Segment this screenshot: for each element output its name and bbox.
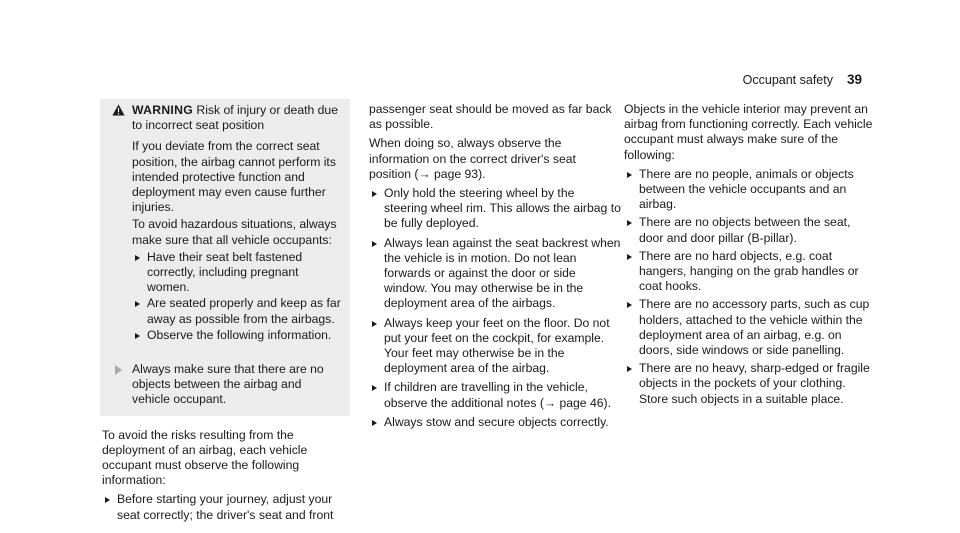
continuation-paragraph: passenger seat should be moved as far back as possible. (369, 102, 612, 132)
list-item: Before starting your journey, adjust your seat correctly; the driver's seat and front (102, 492, 350, 522)
warning-box (100, 99, 350, 416)
list-item: Have their seat belt fastened correctly, including pregnant women. (132, 250, 342, 296)
section-title: Occupant safety (742, 73, 833, 87)
list-item: There are no hard objects, e.g. coat hangers, hanging on the grab handles or coat hooks. (624, 249, 874, 295)
warning-action (108, 362, 342, 408)
list-item: Are seated properly and keep as far away as possible from the airbags. (132, 296, 342, 326)
column-2 (369, 102, 621, 434)
list-item: There are no objects between the seat, door and door pillar (B-pillar). (624, 215, 874, 245)
column-3 (624, 102, 874, 410)
warning-header (108, 103, 342, 133)
warning-headline: Risk of injury or death due to incorrect seat position (132, 103, 338, 133)
action-arrow-icon (115, 365, 122, 375)
objects-intro: Objects in the vehicle interior may prevent an airbag from functioning correctly. Each vehicle occupant must always make sure of the following: (624, 102, 873, 162)
warning-para-1: If you deviate from the correct seat position, the airbag cannot perform its intended protective function and deployment may even cause further injuries. (132, 139, 336, 215)
list-item: Observe the following information. (132, 328, 342, 343)
page-header (743, 72, 862, 87)
action-text: Always make sure that there are no objects between the airbag and vehicle occupant. (132, 362, 324, 407)
warning-triangle-icon (112, 103, 132, 120)
warning-list (132, 250, 342, 343)
list-item: Always stow and secure objects correctly. (369, 415, 621, 430)
list-item: There are no accessory parts, such as cup holders, attached to the vehicle within the deployment area of an airbag, e.g. on doors, side windows or side panelling. (624, 297, 874, 358)
list-item: Only hold the steering wheel by the steering wheel rim. This allows the airbag to be fully deployed. (369, 186, 621, 232)
warning-body (108, 135, 342, 343)
list-item: Always lean against the seat backrest when the vehicle is in motion. Do not lean forwards or against the door or side window. You may otherwise be in the deployment area of the airbags. (369, 236, 621, 312)
column-1 (102, 99, 350, 527)
warning-label: WARNING (132, 103, 194, 117)
list-item: Always keep your feet on the floor. Do not put your feet on the cockpit, for example. Your feet may otherwise be in the deployment area of the airbag. (369, 316, 621, 377)
intro-paragraph: To avoid the risks resulting from the deployment of an airbag, each vehicle occupant must observe the following information: (102, 427, 308, 488)
col3-list (624, 167, 874, 407)
list-item: There are no heavy, sharp-edged or fragile objects in the pockets of your clothing. Store such objects in a suitable place. (624, 361, 874, 407)
col1-text (102, 428, 350, 523)
list-item: There are no people, animals or objects between the vehicle occupants and an airbag. (624, 167, 874, 213)
seat-position-note: When doing so, always observe the information on the correct driver's seat position (→ page 93). (369, 136, 576, 181)
col2-list (369, 186, 621, 430)
page-number: 39 (846, 72, 862, 87)
list-item: If children are travelling in the vehicle, observe the additional notes (→ page 46). (369, 380, 621, 410)
warning-para-2: To avoid hazardous situations, always make sure that all vehicle occupants: (132, 217, 337, 247)
